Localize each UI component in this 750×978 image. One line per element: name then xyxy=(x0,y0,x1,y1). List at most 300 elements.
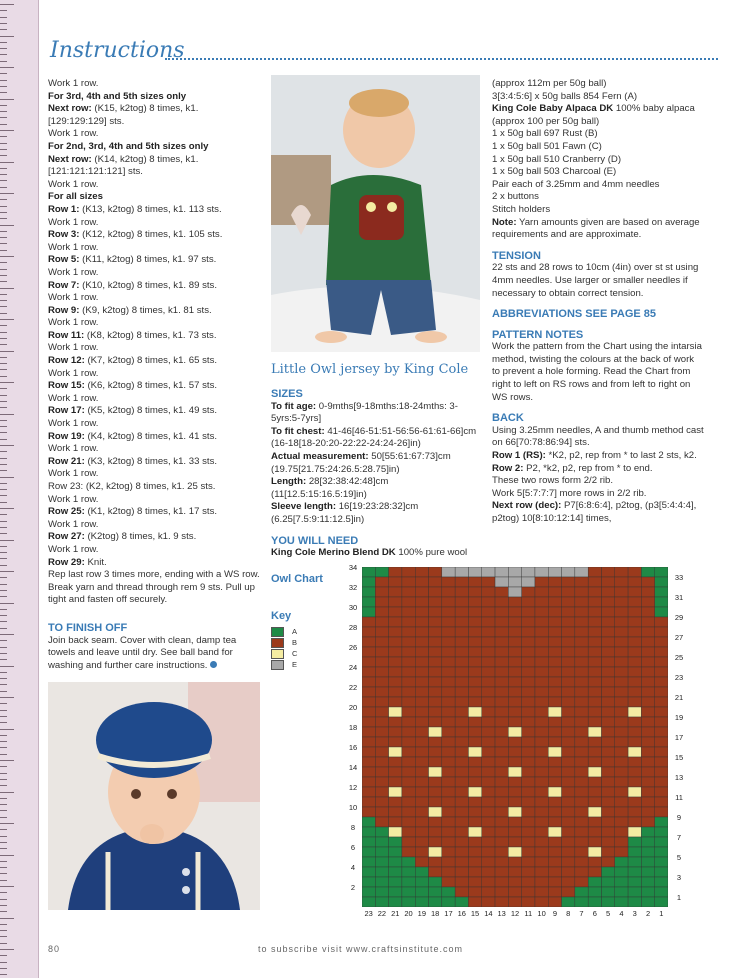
chart-cell xyxy=(575,747,588,757)
chart-cell xyxy=(575,737,588,747)
chart-cell xyxy=(495,857,508,867)
ruler-tick xyxy=(0,262,7,263)
chart-cell xyxy=(375,837,388,847)
chart-cell xyxy=(601,577,614,587)
chart-cell xyxy=(535,697,548,707)
chart-cell xyxy=(575,727,588,737)
ruler-tick xyxy=(0,899,7,900)
chart-cell xyxy=(442,837,455,847)
chart-cell xyxy=(468,617,481,627)
chart-cell xyxy=(562,577,575,587)
chart-cell xyxy=(562,827,575,837)
chart-cell xyxy=(375,777,388,787)
chart-cell xyxy=(535,777,548,787)
chart-cell xyxy=(628,857,641,867)
chart-cell xyxy=(362,867,375,877)
chart-cell xyxy=(655,577,668,587)
chart-cell xyxy=(415,767,428,777)
chart-cell xyxy=(615,737,628,747)
chart-cell xyxy=(548,797,561,807)
chart-cell xyxy=(455,897,468,907)
instruction-line: Work 1 row. xyxy=(48,468,99,480)
chart-cell xyxy=(389,607,402,617)
chart-cell xyxy=(548,877,561,887)
chart-cell xyxy=(455,777,468,787)
chart-row-label-left: 22 xyxy=(348,683,358,692)
chart-cell xyxy=(615,887,628,897)
chart-cell xyxy=(362,857,375,867)
chart-cell xyxy=(442,797,455,807)
chart-cell xyxy=(615,797,628,807)
chart-cell xyxy=(415,707,428,717)
pattern-notes-text: Work the pattern from the Chart using the intarsia method, twisting the colours at the back of work to prevent a hole forming. Read the Chart from right to left on RS rows and from left to right on WS rows. xyxy=(492,341,702,403)
chart-cell xyxy=(628,757,641,767)
ruler-tick xyxy=(0,697,14,698)
chart-cell xyxy=(375,807,388,817)
chart-cell xyxy=(429,887,442,897)
chart-cell xyxy=(601,777,614,787)
ruler-tick xyxy=(0,67,14,68)
chart-cell xyxy=(588,857,601,867)
ruler-tick xyxy=(0,29,7,30)
sizes-section xyxy=(271,388,481,560)
chart-cell xyxy=(389,867,402,877)
finish-section xyxy=(48,622,263,672)
ruler-tick xyxy=(0,256,14,257)
chart-cell xyxy=(575,777,588,787)
chart-cell xyxy=(522,877,535,887)
chart-cell xyxy=(575,607,588,617)
chart-cell xyxy=(628,847,641,857)
ruler-tick xyxy=(0,924,7,925)
chart-cell xyxy=(641,677,654,687)
chart-cell xyxy=(455,837,468,847)
ruler-tick xyxy=(0,684,7,685)
chart-cell xyxy=(535,767,548,777)
chart-cell xyxy=(522,777,535,787)
chart-cell xyxy=(468,827,481,837)
chart-cell xyxy=(522,597,535,607)
chart-cell xyxy=(628,667,641,677)
chart-cell xyxy=(415,867,428,877)
chart-cell xyxy=(468,837,481,847)
ruler-tick xyxy=(0,117,7,118)
ruler-tick xyxy=(0,451,7,452)
chart-row-label-right: 23 xyxy=(674,673,684,682)
chart-cell xyxy=(575,797,588,807)
chart-cell xyxy=(482,847,495,857)
chart-cell xyxy=(508,887,521,897)
ruler-tick xyxy=(0,439,7,440)
chart-cell xyxy=(575,897,588,907)
chart-cell xyxy=(535,847,548,857)
chart-cell xyxy=(588,657,601,667)
chart-cell xyxy=(495,787,508,797)
chart-cell xyxy=(641,847,654,857)
chart-cell xyxy=(375,757,388,767)
chart-cell xyxy=(442,777,455,787)
chart-cell xyxy=(442,577,455,587)
chart-cell xyxy=(468,657,481,667)
chart-cell xyxy=(402,867,415,877)
chart-cell xyxy=(362,667,375,677)
chart-cell xyxy=(362,727,375,737)
chart-cell xyxy=(641,707,654,717)
chart-cell xyxy=(641,837,654,847)
chart-cell xyxy=(482,807,495,817)
ruler-tick xyxy=(0,571,14,572)
ruler-tick xyxy=(0,710,7,711)
chart-cell xyxy=(442,757,455,767)
chart-cell xyxy=(562,657,575,667)
ruler-tick xyxy=(0,647,7,648)
chart-cell xyxy=(522,827,535,837)
chart-cell xyxy=(588,687,601,697)
chart-row-label-right: 1 xyxy=(676,893,682,902)
chart-cell xyxy=(535,737,548,747)
need-heading: YOU WILL NEED xyxy=(271,534,359,547)
chart-cell xyxy=(508,857,521,867)
chart-cell xyxy=(588,577,601,587)
ruler-tick xyxy=(0,332,7,333)
chart-cell xyxy=(655,787,668,797)
ruler-tick xyxy=(0,521,7,522)
instruction-line: Row 15: (K6, k2tog) 8 times, k1. 57 sts. xyxy=(48,380,218,392)
chart-cell xyxy=(628,807,641,817)
chart-cell xyxy=(628,827,641,837)
back-line: These two rows form 2/2 rib. xyxy=(492,475,614,487)
chart-cell xyxy=(495,687,508,697)
chart-cell xyxy=(389,667,402,677)
chart-cell xyxy=(655,827,668,837)
ruler-tick xyxy=(0,281,7,282)
back-line: Using 3.25mm needles, A and thumb method cast on 66[70:78:86:94] sts. xyxy=(492,424,704,449)
chart-cell xyxy=(362,847,375,857)
ruler-tick xyxy=(0,943,7,944)
chart-cell xyxy=(641,657,654,667)
instruction-line: Work 1 row. xyxy=(48,518,99,530)
materials-line: Stitch holders xyxy=(492,203,551,215)
materials-line: (approx 112m per 50g ball) xyxy=(492,78,607,89)
chart-cell xyxy=(615,837,628,847)
ruler-tick xyxy=(0,168,7,169)
ruler-tick xyxy=(0,836,7,837)
chart-cell xyxy=(429,577,442,587)
key-item xyxy=(271,648,297,659)
instruction-line: Work 1 row. xyxy=(48,367,99,379)
ruler-tick xyxy=(0,861,7,862)
chart-cell xyxy=(628,647,641,657)
chart-cell xyxy=(375,797,388,807)
back-line: Row 1 (RS): *K2, p2, rep from * to last 2 sts, k2. xyxy=(492,450,697,462)
chart-cell xyxy=(402,747,415,757)
chart-cell xyxy=(455,677,468,687)
chart-cell xyxy=(601,827,614,837)
chart-cell xyxy=(601,637,614,647)
instruction-line: For 3rd, 4th and 5th sizes only xyxy=(48,90,187,102)
end-dot-icon xyxy=(210,661,217,668)
chart-row-label-right: 13 xyxy=(674,773,684,782)
chart-cell xyxy=(495,627,508,637)
chart-cell xyxy=(641,597,654,607)
chart-cell xyxy=(375,567,388,577)
chart-cell xyxy=(548,727,561,737)
ruler-tick xyxy=(0,187,7,188)
chart-column-label: 20 xyxy=(404,909,413,918)
size-line: Sleeve length: 16[19:23:28:32]cm (6.25[7.5:9:11:12.5]in) xyxy=(271,501,419,525)
chart-cell xyxy=(375,787,388,797)
instruction-line: For 2nd, 3rd, 4th and 5th sizes only xyxy=(48,140,209,152)
chart-cell xyxy=(641,747,654,757)
chart-cell xyxy=(641,697,654,707)
chart-cell xyxy=(468,777,481,787)
chart-cell xyxy=(535,607,548,617)
chart-cell xyxy=(375,647,388,657)
chart-cell xyxy=(655,867,668,877)
chart-cell xyxy=(415,627,428,637)
ruler-tick xyxy=(0,162,14,163)
chart-cell xyxy=(535,857,548,867)
instruction-line: Row 27: (K2tog) 8 times, k1. 9 sts. xyxy=(48,531,197,543)
chart-cell xyxy=(522,717,535,727)
chart-cell xyxy=(455,587,468,597)
materials-line: Pair each of 3.25mm and 4mm needles xyxy=(492,178,660,190)
chart-cell xyxy=(442,747,455,757)
chart-cell xyxy=(429,647,442,657)
chart-cell xyxy=(482,607,495,617)
chart-cell xyxy=(402,707,415,717)
ruler-tick xyxy=(0,508,14,509)
instruction-line: Work 1 row. xyxy=(48,266,99,278)
chart-cell xyxy=(655,767,668,777)
chart-cell xyxy=(482,687,495,697)
chart-cell xyxy=(575,837,588,847)
instruction-line: Work 1 row. xyxy=(48,317,99,329)
chart-cell xyxy=(655,847,668,857)
chart-cell xyxy=(522,607,535,617)
chart-cell xyxy=(535,647,548,657)
chart-cell xyxy=(429,837,442,847)
chart-row-label-left: 10 xyxy=(348,803,358,812)
chart-cell xyxy=(562,677,575,687)
chart-cell xyxy=(615,687,628,697)
chart-cell xyxy=(535,567,548,577)
chart-cell xyxy=(468,697,481,707)
chart-cell xyxy=(468,687,481,697)
back-line: Work 5[5:7:7:7] more rows in 2/2 rib. xyxy=(492,487,647,499)
chart-cell xyxy=(522,767,535,777)
chart-cell xyxy=(522,687,535,697)
chart-cell xyxy=(588,827,601,837)
chart-cell xyxy=(548,647,561,657)
chart-cell xyxy=(601,797,614,807)
key-heading: Key xyxy=(271,610,292,622)
chart-cell xyxy=(362,597,375,607)
chart-cell xyxy=(415,747,428,757)
chart-cell xyxy=(508,817,521,827)
chart-cell xyxy=(615,847,628,857)
chart-cell xyxy=(375,677,388,687)
chart-cell xyxy=(362,687,375,697)
chart-cell xyxy=(535,877,548,887)
chart-cell xyxy=(415,647,428,657)
chart-cell xyxy=(601,717,614,727)
chart-cell xyxy=(601,747,614,757)
ruler-tick xyxy=(0,344,7,345)
chart-cell xyxy=(575,807,588,817)
chart-cell xyxy=(389,897,402,907)
chart-cell xyxy=(442,887,455,897)
chart-cell xyxy=(562,667,575,677)
chart-cell xyxy=(628,707,641,717)
instruction-line: Work 1 row. xyxy=(48,78,99,89)
chart-cell xyxy=(655,727,668,737)
ruler-tick xyxy=(0,17,7,18)
chart-cell xyxy=(588,667,601,677)
chart-cell xyxy=(389,647,402,657)
chart-cell xyxy=(575,657,588,667)
chart-row-label-right: 15 xyxy=(674,753,684,762)
chart-cell xyxy=(548,567,561,577)
chart-cell xyxy=(455,637,468,647)
chart-cell xyxy=(508,727,521,737)
chart-cell xyxy=(548,897,561,907)
chart-cell xyxy=(548,817,561,827)
chart-cell xyxy=(482,567,495,577)
chart-cell xyxy=(389,877,402,887)
chart-cell xyxy=(535,727,548,737)
chart-cell xyxy=(442,737,455,747)
chart-cell xyxy=(601,597,614,607)
chart-cell xyxy=(562,727,575,737)
chart-cell xyxy=(615,667,628,677)
ruler-tick xyxy=(0,867,7,868)
ruler-tick xyxy=(0,773,7,774)
chart-cell xyxy=(429,897,442,907)
ruler-tick xyxy=(0,558,7,559)
chart-cell xyxy=(535,897,548,907)
ruler-tick xyxy=(0,703,7,704)
chart-cell xyxy=(415,777,428,787)
chart-cell xyxy=(415,637,428,647)
chart-cell xyxy=(548,847,561,857)
ruler-tick xyxy=(0,628,7,629)
chart-cell xyxy=(495,717,508,727)
chart-cell xyxy=(641,807,654,817)
instruction-line: Rep last row 3 times more, ending with a WS row. Break yarn and thread through rem 9 sts. Pull up tight and fasten off securely. xyxy=(48,569,260,606)
chart-cell xyxy=(402,727,415,737)
instruction-line: Work 1 row. xyxy=(48,443,99,455)
ruler-tick xyxy=(0,54,7,55)
chart-cell xyxy=(535,817,548,827)
chart-cell xyxy=(655,617,668,627)
ruler-tick xyxy=(0,369,7,370)
chart-cell xyxy=(495,807,508,817)
chart-cell xyxy=(628,687,641,697)
chart-cell xyxy=(362,717,375,727)
chart-cell xyxy=(588,847,601,857)
key-label: E xyxy=(292,660,298,669)
chart-cell xyxy=(429,847,442,857)
chart-cell xyxy=(468,897,481,907)
chart-cell xyxy=(362,607,375,617)
instruction-line: Work 1 row. xyxy=(48,128,99,140)
chart-cell xyxy=(375,747,388,757)
chart-cell xyxy=(482,887,495,897)
column-3 xyxy=(492,78,704,526)
chart-cell xyxy=(522,727,535,737)
chart-cell xyxy=(482,647,495,657)
ruler-tick xyxy=(0,911,7,912)
chart-cell xyxy=(615,627,628,637)
chart-cell xyxy=(429,697,442,707)
ruler-tick xyxy=(0,804,7,805)
ruler-tick xyxy=(0,212,7,213)
ruler-tick xyxy=(0,231,7,232)
ruler-tick xyxy=(0,634,14,635)
chart-cell xyxy=(415,757,428,767)
chart-cell xyxy=(442,877,455,887)
chart-cell xyxy=(655,797,668,807)
chart-cell xyxy=(455,767,468,777)
chart-cell xyxy=(548,677,561,687)
chart-cell xyxy=(389,817,402,827)
ruler-tick xyxy=(0,590,7,591)
chart-cell xyxy=(482,637,495,647)
chart-cell xyxy=(548,697,561,707)
chart-cell xyxy=(495,817,508,827)
ruler-tick xyxy=(0,10,7,11)
chart-cell xyxy=(588,877,601,887)
key-item xyxy=(271,659,297,670)
ruler-tick xyxy=(0,741,7,742)
chart-cell xyxy=(482,837,495,847)
chart-cell xyxy=(628,637,641,647)
chart-cell xyxy=(615,807,628,817)
chart-cell xyxy=(588,637,601,647)
finish-heading: TO FINISH OFF xyxy=(48,622,128,634)
chart-cell xyxy=(455,877,468,887)
chart-column-label: 19 xyxy=(417,909,427,918)
chart-cell xyxy=(655,807,668,817)
chart-cell xyxy=(455,807,468,817)
chart-cell xyxy=(455,857,468,867)
chart-row-label-right: 17 xyxy=(674,733,684,742)
chart-cell xyxy=(588,587,601,597)
chart-cell xyxy=(455,757,468,767)
instruction-line: For all sizes xyxy=(48,191,103,203)
chart-cell xyxy=(562,737,575,747)
chart-cell xyxy=(628,697,641,707)
chart-cell xyxy=(508,877,521,887)
chart-cell xyxy=(389,687,402,697)
chart-column-label: 10 xyxy=(537,909,546,918)
ruler-tick xyxy=(0,495,7,496)
chart-column-label: 5 xyxy=(606,909,611,918)
chart-cell xyxy=(535,827,548,837)
chart-cell xyxy=(389,887,402,897)
chart-cell xyxy=(455,817,468,827)
chart-cell xyxy=(641,617,654,627)
chart-cell xyxy=(535,687,548,697)
chart-cell xyxy=(389,857,402,867)
back-line: Row 2: P2, *k2, p2, rep from * to end. xyxy=(492,462,653,474)
chart-cell xyxy=(535,707,548,717)
chart-cell xyxy=(455,747,468,757)
chart-cell xyxy=(628,817,641,827)
chart-cell xyxy=(588,747,601,757)
chart-row-label-left: 34 xyxy=(348,563,358,572)
